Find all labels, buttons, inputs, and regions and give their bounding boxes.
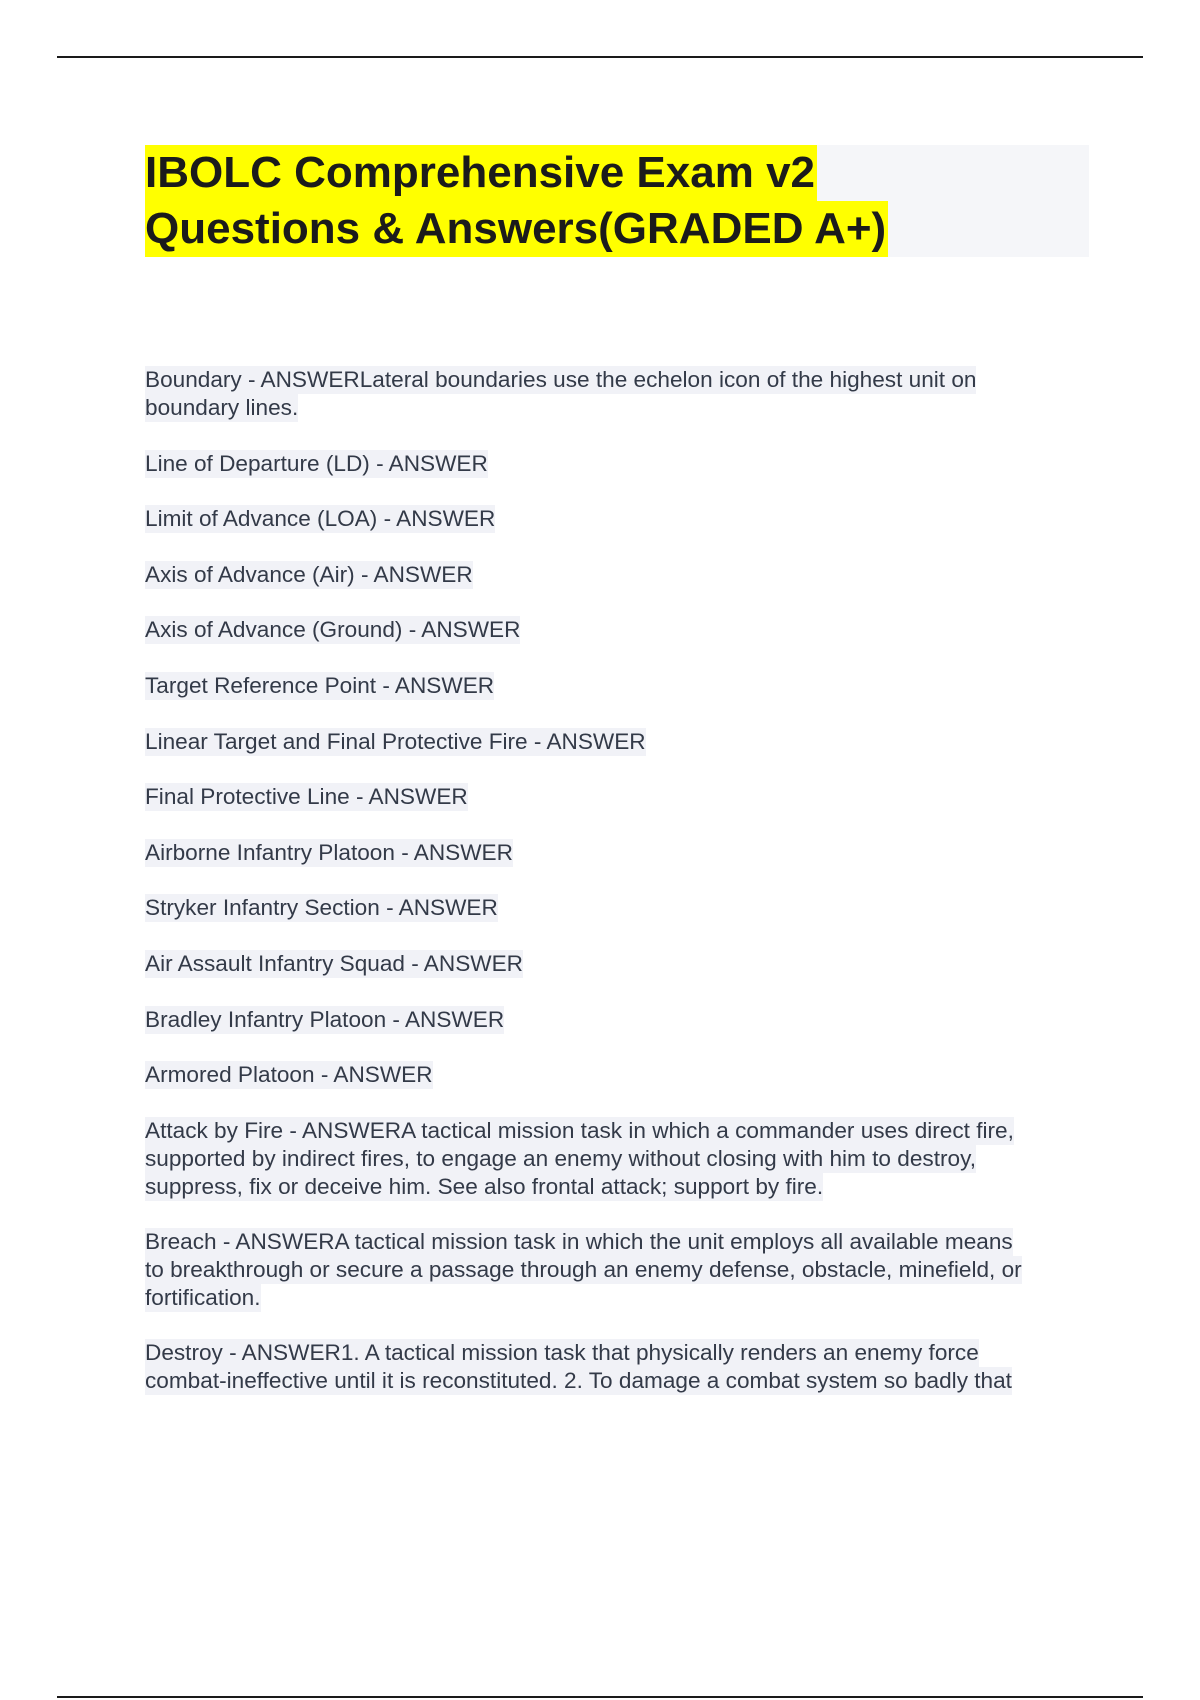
entry-line: suppress, fix or deceive him. See also frontal attack; support by fire.	[145, 1174, 824, 1199]
title-line-2: Questions & Answers(GRADED A+)	[145, 201, 888, 257]
entry-line: Attack by Fire - ANSWERA tactical mission task in which a commander uses direct fire,	[145, 1118, 1014, 1143]
top-divider	[57, 56, 1143, 58]
entry-line: Boundary - ANSWERLateral boundaries use the echelon icon of the highest unit on	[145, 367, 977, 392]
entry-line: Line of Departure (LD) - ANSWER	[145, 451, 488, 476]
qa-entry-boundary	[145, 366, 976, 422]
qa-entry-target-reference-point	[145, 672, 494, 700]
entry-line: to breakthrough or secure a passage through an enemy defense, obstacle, minefield, or	[145, 1257, 1022, 1282]
qa-entry-axis-air	[145, 561, 473, 589]
qa-entry-line-of-departure	[145, 450, 488, 478]
entry-line: Limit of Advance (LOA) - ANSWER	[145, 506, 496, 531]
entry-line: Axis of Advance (Air) - ANSWER	[145, 562, 473, 587]
qa-entry-air-assault-squad	[145, 950, 523, 978]
entry-line: Final Protective Line - ANSWER	[145, 784, 468, 809]
entry-line: boundary lines.	[145, 395, 299, 420]
entry-line: Breach - ANSWERA tactical mission task in which the unit employs all available means	[145, 1229, 1013, 1254]
entry-line: Stryker Infantry Section - ANSWER	[145, 895, 498, 920]
title-line-1: IBOLC Comprehensive Exam v2	[145, 145, 817, 201]
qa-entry-axis-ground	[145, 616, 520, 644]
qa-entry-destroy	[145, 1339, 1012, 1395]
qa-entry-limit-of-advance	[145, 505, 495, 533]
entry-line: combat-ineffective until it is reconstituted. 2. To damage a combat system so badly that	[145, 1368, 1012, 1393]
entry-line: Armored Platoon - ANSWER	[145, 1062, 433, 1087]
entry-line: Axis of Advance (Ground) - ANSWER	[145, 617, 521, 642]
qa-entry-final-protective-line	[145, 783, 468, 811]
entry-line: Linear Target and Final Protective Fire - ANSWER	[145, 729, 646, 754]
entry-line: Bradley Infantry Platoon - ANSWER	[145, 1007, 505, 1032]
entry-line: supported by indirect fires, to engage an enemy without closing with him to destroy,	[145, 1146, 976, 1171]
entry-line: fortification.	[145, 1285, 261, 1310]
qa-entry-stryker-section	[145, 894, 498, 922]
qa-entry-bradley-platoon	[145, 1006, 504, 1034]
bottom-divider	[57, 1696, 1143, 1698]
qa-entry-linear-target	[145, 728, 646, 756]
qa-entry-attack-by-fire	[145, 1117, 1014, 1201]
qa-entry-airborne-platoon	[145, 839, 513, 867]
qa-entry-armored-platoon	[145, 1061, 433, 1089]
entry-line: Airborne Infantry Platoon - ANSWER	[145, 840, 513, 865]
page-title	[145, 145, 1089, 257]
qa-entry-breach	[145, 1228, 1022, 1312]
entry-line: Air Assault Infantry Squad - ANSWER	[145, 951, 523, 976]
entry-line: Target Reference Point - ANSWER	[145, 673, 495, 698]
entry-line: Destroy - ANSWER1. A tactical mission task that physically renders an enemy force	[145, 1340, 979, 1365]
